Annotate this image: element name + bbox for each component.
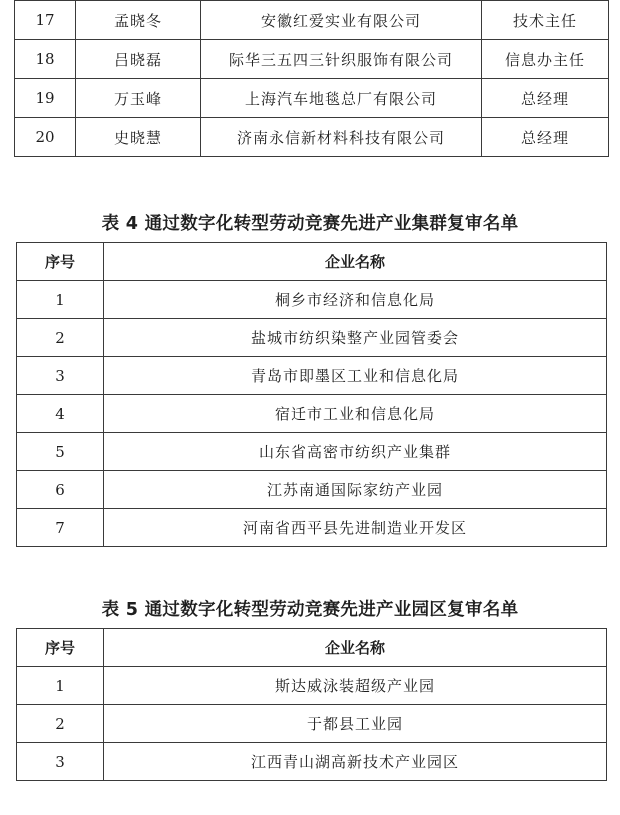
entity-name: 河南省西平县先进制造业开发区 — [104, 509, 607, 547]
entity-name: 宿迁市工业和信息化局 — [104, 395, 607, 433]
entity-name: 盐城市纺织染整产业园管委会 — [104, 319, 607, 357]
header-name: 企业名称 — [104, 629, 607, 667]
table-row — [17, 319, 607, 357]
company-name: 上海汽车地毯总厂有限公司 — [201, 79, 482, 118]
entity-name: 于都县工业园 — [104, 705, 607, 743]
row-number: 4 — [17, 395, 104, 433]
table-row — [15, 79, 609, 118]
table-row — [17, 743, 607, 781]
row-number: 18 — [15, 40, 76, 79]
row-number: 2 — [17, 319, 104, 357]
table-row — [15, 1, 609, 40]
table-row — [17, 357, 607, 395]
person-name: 万玉峰 — [76, 79, 201, 118]
company-name: 际华三五四三针织服饰有限公司 — [201, 40, 482, 79]
table-header-row — [17, 243, 607, 281]
row-number: 6 — [17, 471, 104, 509]
job-title: 总经理 — [482, 118, 609, 157]
company-name: 安徽红爱实业有限公司 — [201, 1, 482, 40]
job-title: 总经理 — [482, 79, 609, 118]
entity-name: 江西青山湖高新技术产业园区 — [104, 743, 607, 781]
table5-title: 表 5 通过数字化转型劳动竞赛先进产业园区复审名单 — [101, 600, 519, 620]
table-row — [17, 433, 607, 471]
table-header-row — [17, 629, 607, 667]
personnel-table — [14, 0, 609, 157]
person-name: 史晓慧 — [76, 118, 201, 157]
row-number: 1 — [17, 281, 104, 319]
person-name: 吕晓磊 — [76, 40, 201, 79]
industrial-park-table — [16, 628, 607, 781]
person-name: 孟晓冬 — [76, 1, 201, 40]
company-name: 济南永信新材料科技有限公司 — [201, 118, 482, 157]
row-number: 5 — [17, 433, 104, 471]
entity-name: 桐乡市经济和信息化局 — [104, 281, 607, 319]
table-row — [17, 395, 607, 433]
table-row — [17, 667, 607, 705]
table-row — [15, 40, 609, 79]
entity-name: 青岛市即墨区工业和信息化局 — [104, 357, 607, 395]
entity-name: 江苏南通国际家纺产业园 — [104, 471, 607, 509]
row-number: 20 — [15, 118, 76, 157]
table-row — [17, 705, 607, 743]
row-number: 19 — [15, 79, 76, 118]
entity-name: 山东省高密市纺织产业集群 — [104, 433, 607, 471]
table-row — [15, 118, 609, 157]
job-title: 信息办主任 — [482, 40, 609, 79]
table4-title: 表 4 通过数字化转型劳动竞赛先进产业集群复审名单 — [101, 214, 519, 234]
header-number: 序号 — [17, 629, 104, 667]
industry-cluster-table — [16, 242, 607, 547]
row-number: 3 — [17, 357, 104, 395]
table-row — [17, 281, 607, 319]
row-number: 1 — [17, 667, 104, 705]
table-row — [17, 471, 607, 509]
row-number: 3 — [17, 743, 104, 781]
header-number: 序号 — [17, 243, 104, 281]
row-number: 7 — [17, 509, 104, 547]
header-name: 企业名称 — [104, 243, 607, 281]
row-number: 2 — [17, 705, 104, 743]
row-number: 17 — [15, 1, 76, 40]
entity-name: 斯达威泳装超级产业园 — [104, 667, 607, 705]
table-row — [17, 509, 607, 547]
job-title: 技术主任 — [482, 1, 609, 40]
